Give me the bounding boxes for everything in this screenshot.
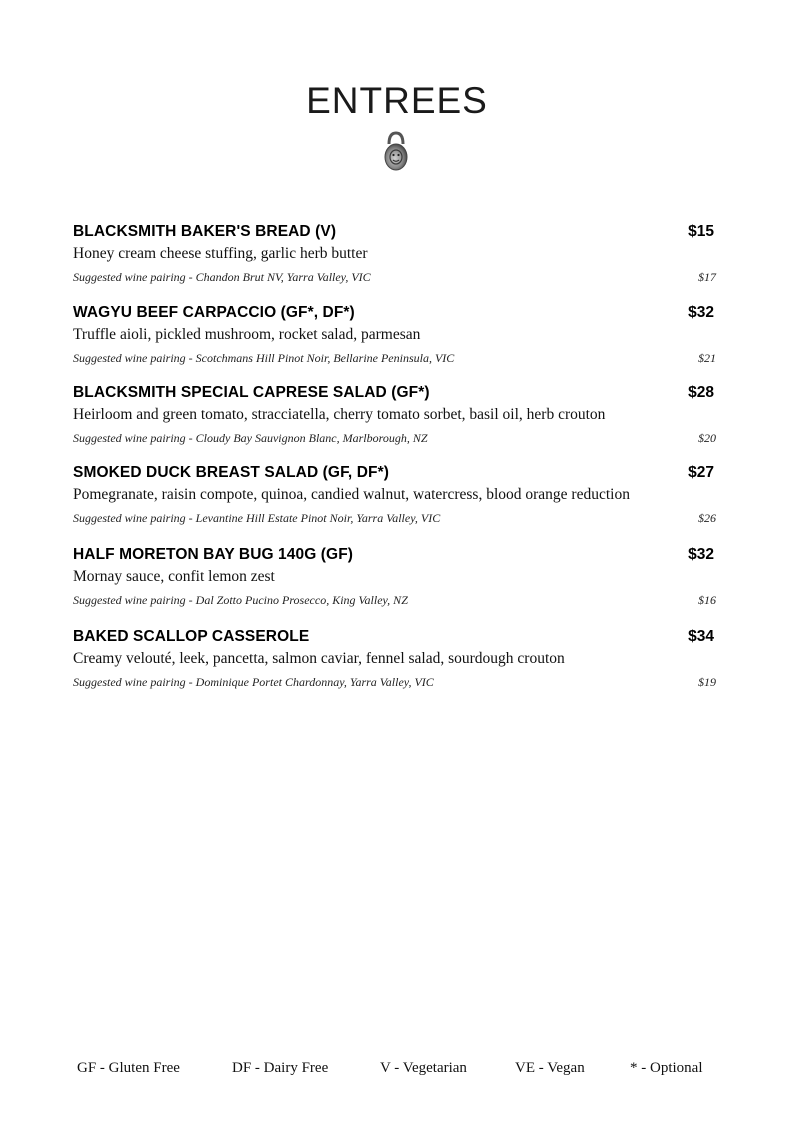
item-price: $34 bbox=[688, 628, 714, 645]
wine-price: $19 bbox=[698, 675, 716, 689]
item-description: Truffle aioli, pickled mushroom, rocket salad, parmesan bbox=[73, 326, 421, 343]
wine-pairing: Suggested wine pairing - Chandon Brut NV, Yarra Valley, VIC bbox=[73, 270, 371, 284]
wine-price: $26 bbox=[698, 511, 716, 525]
wine-price: $16 bbox=[698, 593, 716, 607]
item-description: Honey cream cheese stuffing, garlic herb butter bbox=[73, 245, 368, 262]
item-description: Pomegranate, raisin compote, quinoa, candied walnut, watercress, blood orange reduction bbox=[73, 486, 630, 503]
wine-pairing: Suggested wine pairing - Cloudy Bay Sauvignon Blanc, Marlborough, NZ bbox=[73, 431, 428, 445]
legend-vegan: VE - Vegan bbox=[515, 1060, 585, 1076]
wine-pairing: Suggested wine pairing - Levantine Hill Estate Pinot Noir, Yarra Valley, VIC bbox=[73, 511, 441, 525]
legend-vegetarian: V - Vegetarian bbox=[380, 1060, 467, 1076]
item-price: $27 bbox=[688, 464, 714, 481]
wine-pairing: Suggested wine pairing - Dal Zotto Pucino Prosecco, King Valley, NZ bbox=[73, 593, 408, 607]
wine-price: $17 bbox=[698, 270, 716, 284]
legend-gluten-free: GF - Gluten Free bbox=[77, 1060, 180, 1076]
item-name: SMOKED DUCK BREAST SALAD (GF, DF*) bbox=[73, 464, 389, 481]
item-name: HALF MORETON BAY BUG 140G (GF) bbox=[73, 546, 354, 563]
page-title: ENTREES bbox=[306, 80, 488, 121]
item-name: BLACKSMITH BAKER'S BREAD (V) bbox=[73, 223, 337, 240]
wine-price: $21 bbox=[698, 351, 716, 365]
wine-pairing: Suggested wine pairing - Scotchmans Hill Pinot Noir, Bellarine Peninsula, VIC bbox=[73, 351, 455, 365]
item-price: $32 bbox=[688, 304, 714, 321]
item-description: Mornay sauce, confit lemon zest bbox=[73, 568, 275, 585]
item-description: Creamy velouté, leek, pancetta, salmon caviar, fennel salad, sourdough crouton bbox=[73, 650, 565, 667]
item-price: $32 bbox=[688, 546, 714, 563]
item-name: BAKED SCALLOP CASSEROLE bbox=[73, 628, 310, 645]
item-name: WAGYU BEEF CARPACCIO (GF*, DF*) bbox=[73, 304, 355, 321]
item-name: BLACKSMITH SPECIAL CAPRESE SALAD (GF*) bbox=[73, 384, 430, 401]
item-price: $28 bbox=[688, 384, 714, 401]
item-price: $15 bbox=[688, 223, 714, 240]
item-description: Heirloom and green tomato, stracciatella, cherry tomato sorbet, basil oil, herb crouton bbox=[73, 406, 606, 423]
wine-price: $20 bbox=[698, 431, 716, 445]
wine-pairing: Suggested wine pairing - Dominique Portet Chardonnay, Yarra Valley, VIC bbox=[73, 675, 434, 689]
legend-optional: * - Optional bbox=[630, 1060, 703, 1076]
kettlebell-lion-icon bbox=[381, 130, 411, 172]
legend-dairy-free: DF - Dairy Free bbox=[232, 1060, 329, 1076]
